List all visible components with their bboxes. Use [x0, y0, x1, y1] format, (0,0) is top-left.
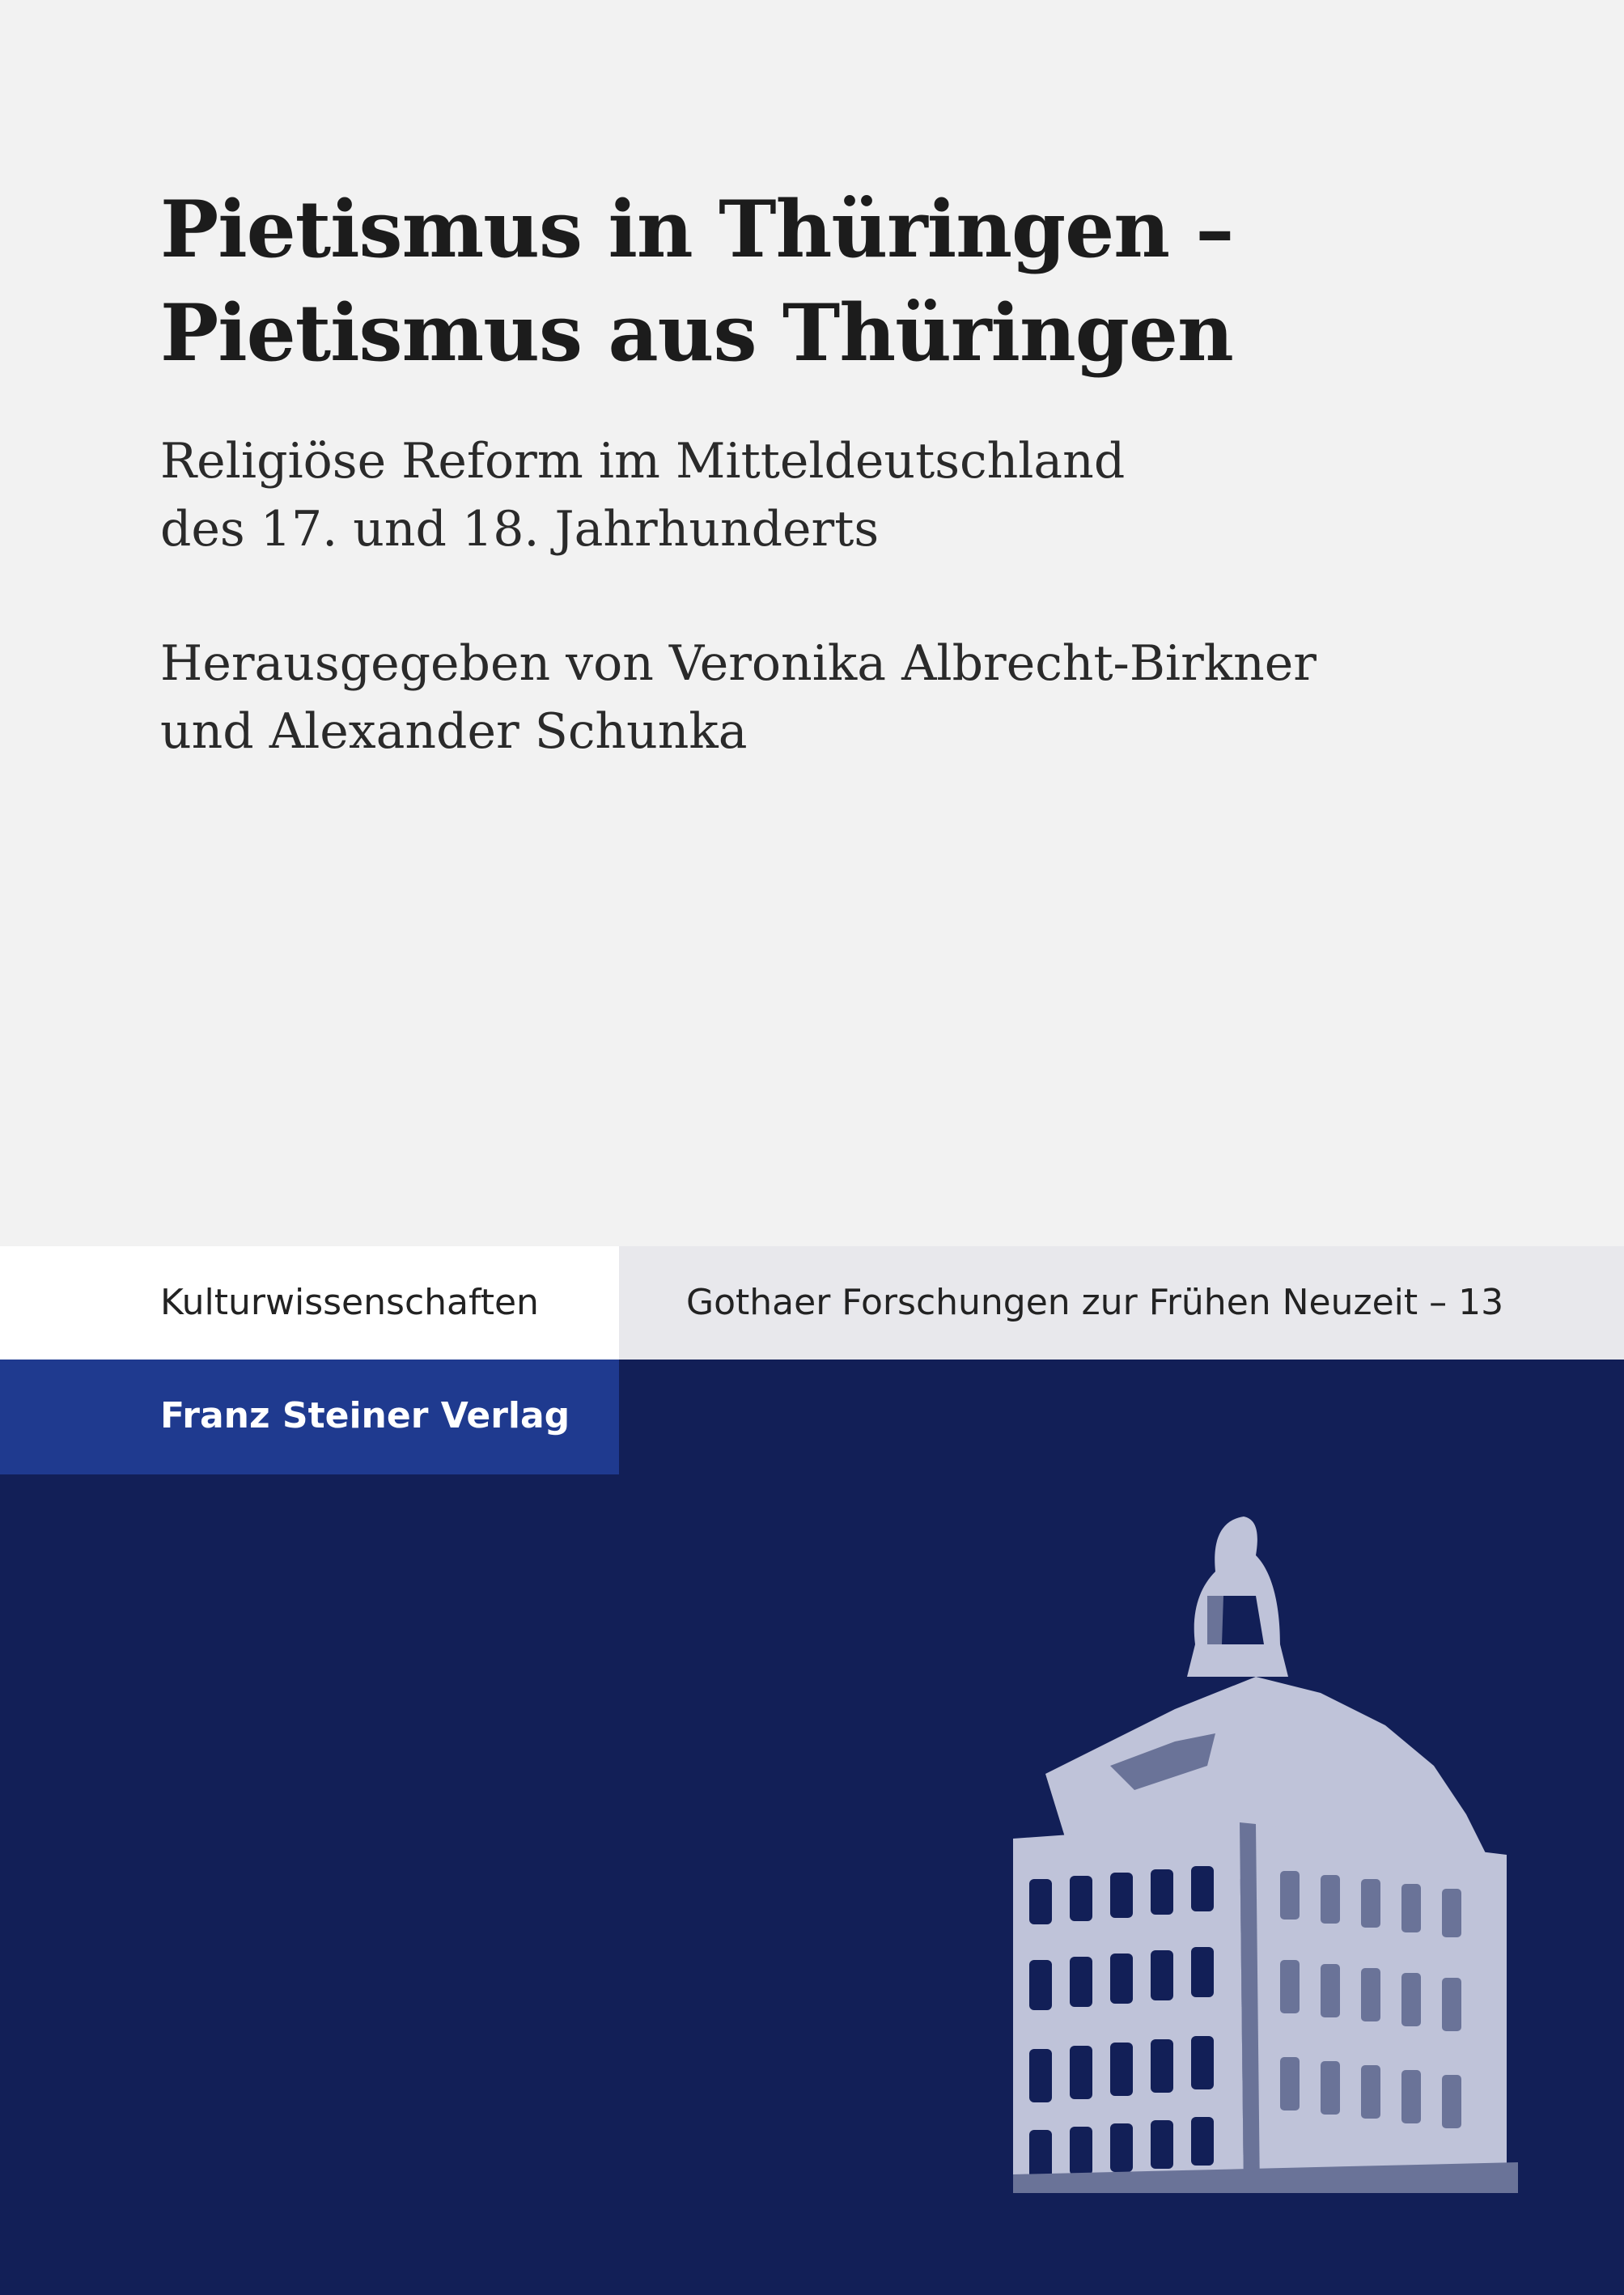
- subtitle-line-1: Religiöse Reform im Mitteldeutschland: [160, 433, 1126, 490]
- subject-label: Kulturwissenschaften: [160, 1282, 539, 1323]
- editors-line-1: Herausgegeben von Veronika Albrecht-Birkner: [160, 635, 1317, 692]
- subtitle-line-2: des 17. und 18. Jahrhunderts: [160, 501, 880, 558]
- series-label: Gothaer Forschungen zur Frühen Neuzeit – 13: [686, 1282, 1504, 1323]
- title-line-2: Pietismus aus Thüringen: [160, 287, 1233, 379]
- title-line-1: Pietismus in Thüringen –: [160, 184, 1234, 275]
- book-subtitle: [160, 427, 1125, 563]
- book-title: [160, 178, 1233, 385]
- editors: [160, 630, 1317, 766]
- publisher-name: Franz Steiner Verlag: [160, 1395, 570, 1436]
- castle-tower-illustration: [1013, 1499, 1518, 2193]
- editors-line-2: und Alexander Schunka: [160, 703, 748, 760]
